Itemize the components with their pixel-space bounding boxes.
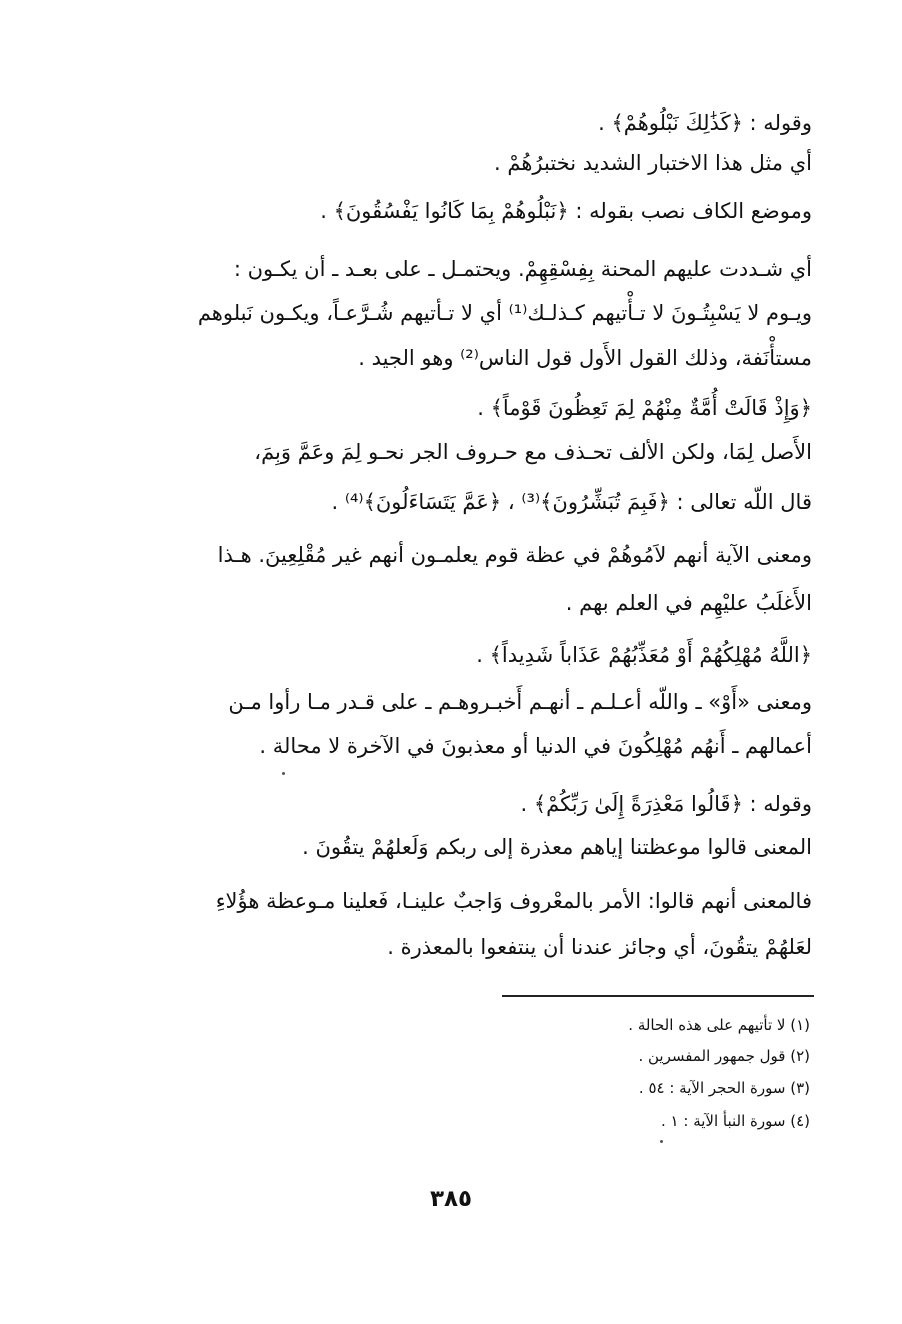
body-line-3: وموضع الكاف نصب بقوله : ﴿نَبْلُوهُمْ بِمَا كَانُوا يَفْسُقُونَ﴾ . xyxy=(320,199,812,223)
body-line-13: ومعنى «أَوْ» ـ واللّه أعـلـم ـ أنهـم أَخبـروهـم ـ على قـدر مـا رأوا مـن xyxy=(228,690,812,714)
body-line-12: ﴿اللَّهُ مُهْلِكُهُمْ أَوْ مُعَذِّبُهُمْ عَذَاباً شَدِيداً﴾ . xyxy=(476,643,812,667)
body-line-4: أي شـددت عليهم المحنة بِفِسْقِهِمْ. ويحتمـل ـ على بعـد ـ أن يكـون : xyxy=(233,257,812,281)
body-line-14: أعمالهم ـ أَنهُم مُهْلِكُونَ في الدنيا أو معذبونَ في الآخرة لا محالة . xyxy=(259,734,812,758)
body-line-17: فالمعنى أنهم قالوا: الأمر بالمعْروف وَاجبٌ علينـا، فَعلينا مـوعظة هؤُلاءِ xyxy=(215,889,812,913)
body-line-1: وقوله : ﴿كَذَٰلِكَ نَبْلُوهُمْ﴾ . xyxy=(598,111,812,135)
body-line-10: ومعنى الآية أنهم لاَمُوهُمْ في عظة قوم يعلمـون أنهم غير مُقْلِعِينَ. هـذا xyxy=(217,543,812,567)
body-line-6: مستأْنَفة، وذلك القول الأَول قول الناس⁽²⁾ وهو الجيد . xyxy=(358,346,812,370)
body-line-16: المعنى قالوا موعظتنا إياهم معذرة إلى ربكم وَلَعلهُمْ يتقُونَ . xyxy=(302,835,812,859)
page-number: ٣٨٥ xyxy=(429,1186,473,1212)
body-line-7: ﴿وَإِذْ قَالَتْ أُمَّةٌ مِنْهُمْ لِمَ تَعِظُونَ قَوْماً﴾ . xyxy=(477,396,812,420)
footnote-3: (٣) سورة الحجر الآية : ٥٤ . xyxy=(638,1079,810,1097)
footnote-1: (١) لا تأتيهم على هذه الحالة . xyxy=(628,1016,810,1034)
footnote-separator xyxy=(502,995,814,997)
scan-speck xyxy=(660,1140,663,1143)
scan-speck xyxy=(282,772,285,775)
body-line-9: قال اللّه تعالى : ﴿فَبِمَ تُبَشِّرُونَ﴾⁽³⁾ ، ﴿عَمَّ يَتَسَاءَلُونَ﴾⁽⁴⁾ . xyxy=(331,490,812,514)
body-line-8: الأَصل لِمَا، ولكن الألف تحـذف مع حـروف الجر نحـو لِمَ وعَمَّ وَبِمَ، xyxy=(254,440,812,464)
footnote-2: (٢) قول جمهور المفسرين . xyxy=(638,1047,810,1065)
body-line-18: لعَلهُمْ يتقُونَ، أي وجائز عندنا أن ينتفعوا بالمعذرة . xyxy=(387,935,812,959)
body-line-15: وقوله : ﴿قَالُوا مَعْذِرَةً إِلَىٰ رَبِّكُمْ﴾ . xyxy=(520,792,812,816)
footnote-4: (٤) سورة النبأ الآية : ١ . xyxy=(661,1112,810,1130)
body-line-5: ويـوم لا يَسْبِتُـونَ لا تـأْتيهم كـذلـك⁽¹⁾ أي لا تـأتيهم شُـرَّعـاً، ويكـون نَبلوهم xyxy=(197,301,812,325)
body-line-2: أي مثل هذا الاختبار الشديد نختبرُهُمْ . xyxy=(494,151,812,175)
body-line-11: الأَغلَبُ عليْهِم في العلم بهم . xyxy=(565,591,812,615)
